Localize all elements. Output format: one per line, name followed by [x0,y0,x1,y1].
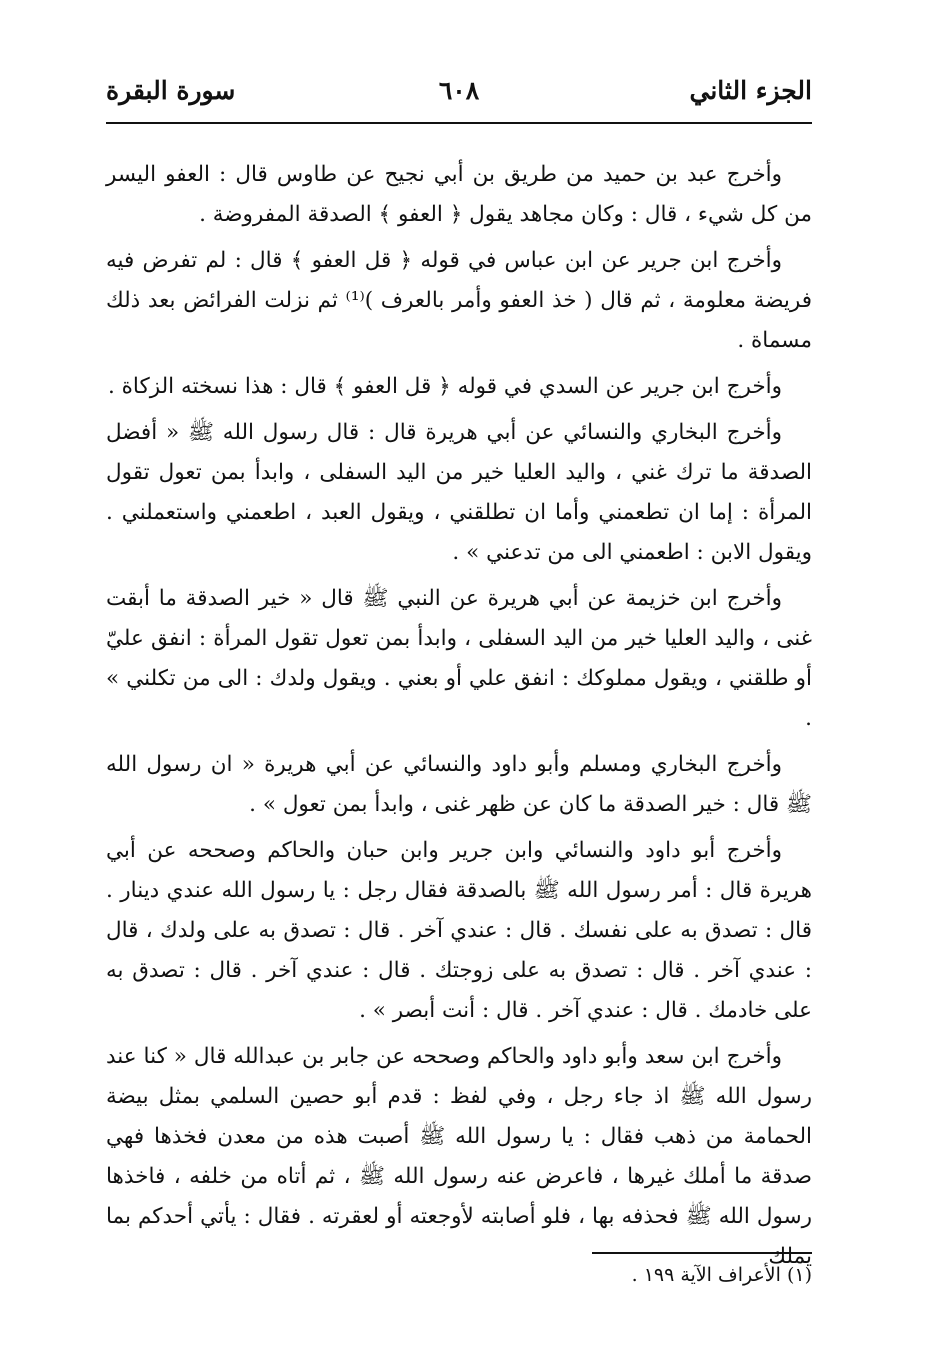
part-title: الجزء الثاني [689,76,812,105]
paragraph: وأخرج ابن جرير عن السدي في قوله ﴿ قل العفو ﴾ قال : هذا نسخته الزكاة . [108,374,782,399]
paragraph: وأخرج ابن سعد وأبو داود والحاكم وصححه عن جابر بن عبدالله قال « كنا عند رسول الله ﷺ اذ جاء رجل ، وفي لفظ : قدم أبو حصين السلمي بمثل بيضة الحمامة من ذهب فقال : يا رسول الله ﷺ أصبت هذه من معدن فخذها فهي صدقة ما أملك غيرها ، فاعرض عنه رسول الله ﷺ ، ثم أتاه من خلفه ، فاخذها رسول الله ﷺ فحذفه بها ، فلو أصابته لأوجعته أو لعقرته . فقال : يأتي أحدكم بما يملك [106,1044,812,1269]
page-body [106,155,812,1283]
header-divider [106,122,812,124]
paragraph: وأخرج ابن خزيمة عن أبي هريرة عن النبي ﷺ قال « خير الصدقة ما أبقت غنى ، واليد العليا خير من اليد السفلى ، وابدأ بمن تعول تقول المرأة : انفق عليّ أو طلقني ، ويقول مملوكك : انفق علي أو بعني . ويقول ولدك : الى من تكلني » . [106,586,812,731]
paragraph: وأخرج البخاري ومسلم وأبو داود والنسائي عن أبي هريرة « ان رسول الله ﷺ قال : خير الصدقة ما كان عن ظهر غنى ، وابدأ بمن تعول » . [106,752,812,817]
paragraph: وأخرج البخاري والنسائي عن أبي هريرة قال : قال رسول الله ﷺ « أفضل الصدقة ما ترك غني ، واليد العليا خير من اليد السفلى ، وابدأ بمن تعول تقول المرأة : إما ان تطعمني وأما ان تطلقني ، ويقول العبد ، اطعمني واستعملني . ويقول الابن : اطعمني الى من تدعني » . [106,420,812,565]
footnote: (١) الأعراف الآية ١٩٩ . [631,1264,812,1286]
page-number: ٦٠٨ [438,76,480,105]
footnote-divider [592,1252,812,1254]
surah-title: سورة البقرة [106,76,236,105]
paragraph: وأخرج أبو داود والنسائي وابن جرير وابن حبان والحاكم وصححه عن أبي هريرة قال : أمر رسول الله ﷺ بالصدقة فقال رجل : يا رسول الله عندي دينار . قال : تصدق به على نفسك . قال : عندي آخر . قال : تصدق به على ولدك ، قال : عندي آخر . قال : تصدق به على زوجتك . قال : عندي آخر . قال : تصدق به على خادمك . قال : عندي آخر . قال : أنت أبصر » . [106,838,812,1023]
paragraph: وأخرج ابن جرير عن ابن عباس في قوله ﴿ قل العفو ﴾ قال : لم تفرض فيه فريضة معلومة ، ثم قال ( خذ العفو وأمر بالعرف )⁽¹⁾ ثم نزلت الفرائض بعد ذلك مسماة . [106,248,812,353]
page-header [106,72,812,118]
paragraph: وأخرج عبد بن حميد من طريق بن أبي نجيح عن طاوس قال : العفو اليسر من كل شيء ، قال : وكان مجاهد يقول ﴿ العفو ﴾ الصدقة المفروضة . [106,162,812,227]
